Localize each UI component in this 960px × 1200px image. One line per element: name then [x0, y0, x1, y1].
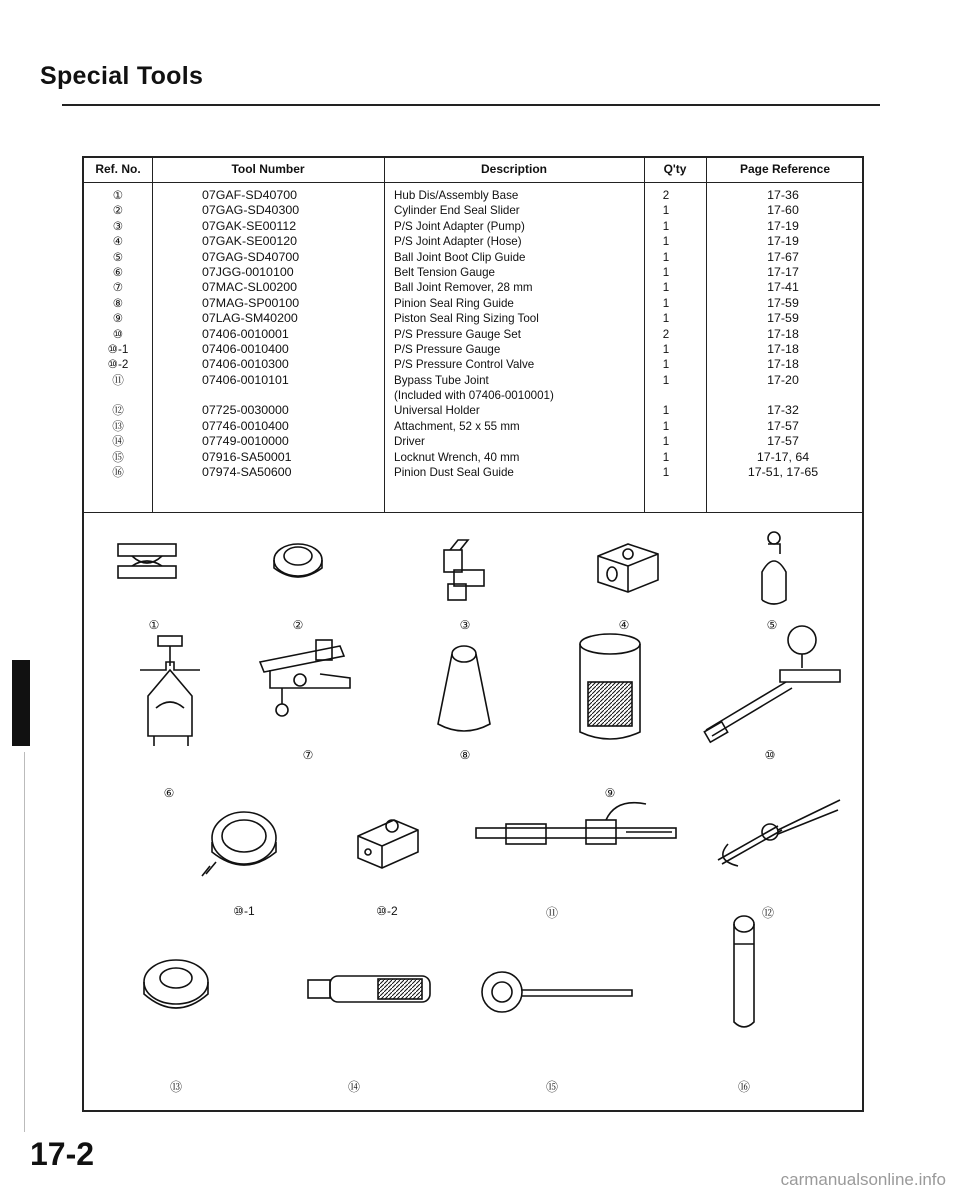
title-rule [62, 104, 880, 106]
table-cell-tool: 07GAK-SE00120 [202, 234, 298, 249]
table-cell-page: 17-32 [767, 403, 799, 418]
table-cell-tool: 07GAF-SD40700 [202, 188, 298, 202]
table-cell-tool: 07406-0010300 [202, 357, 289, 372]
table-cell-tool: 07974-SA50600 [202, 465, 292, 480]
illustration-label: ⑨ [604, 786, 616, 800]
table-cell-tool: 07JGG-0010100 [202, 264, 294, 279]
page-number: 17-2 [30, 1136, 95, 1172]
table-cell-page: 17-59 [767, 295, 799, 310]
table-cell-tool: 07749-0010000 [202, 434, 289, 449]
table-cell-ref: ⑪ [112, 373, 124, 387]
illustration-label: ⑬ [169, 1080, 182, 1094]
table-cell-page: 17-41 [767, 280, 799, 295]
table-cell-qty: 1 [662, 219, 670, 233]
table-cell-page: 17-67 [767, 249, 799, 264]
table-cell-ref: ① [112, 189, 124, 202]
watermark: carmanualsonline.info [780, 1170, 946, 1189]
table-cell-tool: 07406-0010101 [202, 372, 289, 387]
table-cell-ref: ⑭ [112, 435, 124, 449]
illustration-label: ① [148, 618, 160, 632]
section-tab-marker [12, 660, 30, 746]
table-cell-qty: 1 [662, 265, 670, 279]
table-cell-ref: ⑫ [112, 404, 124, 418]
illustrations-svg [84, 514, 862, 1110]
table-cell-desc: Attachment, 52 x 55 mm [394, 419, 520, 433]
header-ref-no: Ref. No. [95, 162, 141, 176]
table-cell-ref: ⑩-2 [107, 358, 129, 372]
table-cell-desc: P/S Joint Adapter (Hose) [394, 235, 522, 249]
table-cell-desc: P/S Pressure Gauge [394, 342, 501, 356]
illustration-label: ⑧ [459, 748, 471, 762]
attachment-icon [144, 960, 208, 1008]
table-cell-tool: 07GAG-SD40700 [202, 249, 300, 264]
table-cell-desc: Ball Joint Boot Clip Guide [394, 250, 526, 264]
table-cell-page: 17-19 [767, 218, 799, 233]
table-cell-page: 17-57 [767, 418, 799, 433]
illustration-label: ⑤ [766, 618, 778, 632]
table-cell-ref: ③ [112, 219, 124, 233]
joint-adapter-hose-icon [598, 544, 658, 592]
table-cell-qty: 1 [662, 450, 670, 464]
table-cell-qty: 1 [662, 466, 670, 480]
table-cell-qty: 1 [662, 250, 670, 264]
table-cell-desc: Locknut Wrench, 40 mm [394, 450, 520, 464]
table-cell-qty [644, 388, 688, 403]
table-cell-tool: 07GAG-SD40300 [202, 203, 300, 218]
table-cell-desc: (Included with 07406-0010001) [394, 389, 554, 403]
table-cell-ref: ⑥ [112, 265, 124, 279]
table-cell-qty: 1 [662, 358, 670, 372]
table-cell-ref: ⑧ [112, 296, 124, 310]
universal-holder-icon [718, 800, 840, 866]
pressure-gauge-set-icon [704, 626, 840, 742]
table-cell-desc: P/S Pressure Control Valve [394, 358, 535, 372]
bypass-tube-joint-icon [476, 803, 676, 844]
table-cell-ref: ⑦ [112, 281, 124, 295]
table-cell-ref: ⑬ [112, 419, 124, 433]
table-cell-desc: Hub Dis/Assembly Base [394, 189, 519, 202]
page-reference-column [706, 188, 860, 480]
table-cell-tool: 07GAK-SE00112 [202, 218, 297, 233]
table-cell-page: 17-18 [767, 326, 799, 341]
table-cell-page: 17-36 [767, 188, 799, 202]
header-qty: Q'ty [663, 162, 687, 176]
table-cell-qty: 1 [662, 419, 670, 433]
table-cell-page: 17-18 [767, 341, 799, 356]
table-cell-desc: Cylinder End Seal Slider [394, 204, 520, 218]
table-cell-page [706, 388, 860, 403]
table-cell-page: 17-57 [767, 434, 799, 449]
table-cell-desc: Pinion Seal Ring Guide [394, 296, 514, 310]
header-description: Description [480, 162, 547, 176]
table-cell-qty: 1 [662, 404, 670, 418]
table-cell-desc: P/S Pressure Gauge Set [394, 327, 521, 341]
table-cell-desc: Pinion Dust Seal Guide [394, 466, 514, 480]
sizing-tool-icon [580, 634, 640, 739]
table-cell-qty: 2 [662, 189, 670, 202]
table-cell-desc: Driver [394, 435, 425, 449]
hub-base-plates-icon [118, 544, 176, 578]
header-page-reference: Page Reference [739, 162, 831, 176]
table-cell-ref [84, 388, 152, 403]
illustration-label: ⑪ [545, 906, 558, 920]
joint-adapter-pump-icon [444, 540, 484, 600]
description-column [394, 188, 642, 480]
qty-column [644, 188, 688, 480]
col-divider [384, 158, 385, 512]
locknut-wrench-icon [482, 972, 632, 1012]
table-cell-qty: 1 [662, 312, 670, 326]
illustration-label: ⑫ [761, 906, 774, 920]
table-cell-desc: Belt Tension Gauge [394, 265, 495, 279]
table-cell-qty: 1 [662, 281, 670, 295]
control-valve-icon [358, 820, 418, 868]
illustration-label: ③ [459, 618, 471, 632]
illustration-label: ⑮ [545, 1080, 558, 1094]
table-cell-tool: 07746-0010400 [202, 418, 289, 433]
table-cell-tool: 07406-0010400 [202, 341, 289, 356]
belt-tension-gauge-icon [140, 636, 200, 746]
table-cell-page: 17-19 [767, 234, 799, 249]
driver-icon [308, 976, 430, 1002]
table-cell-page: 17-18 [767, 357, 799, 372]
illustration-label: ⑯ [737, 1080, 750, 1094]
table-cell-desc: Universal Holder [394, 404, 480, 418]
boot-clip-guide-icon [762, 532, 786, 604]
table-cell-page: 17-59 [767, 311, 799, 326]
pressure-gauge-icon [202, 812, 276, 876]
page-title: Special Tools [40, 62, 204, 90]
table-cell-qty: 1 [662, 373, 670, 387]
table-bottom-divider [84, 512, 862, 513]
table-cell-desc: Bypass Tube Joint [394, 373, 489, 387]
table-cell-ref: ⑩-1 [107, 342, 129, 356]
header-tool-number: Tool Number [231, 162, 305, 176]
illustration-label: ⑩-2 [376, 904, 398, 918]
table-cell-desc: Ball Joint Remover, 28 mm [394, 281, 533, 295]
table-cell-qty: 1 [662, 342, 670, 356]
table-cell-ref: ⑮ [112, 450, 124, 464]
table-cell-ref: ② [112, 204, 124, 218]
ref-column [84, 188, 152, 480]
special-tools-panel [82, 156, 864, 1112]
table-cell-ref: ⑩ [112, 327, 124, 341]
table-cell-desc: P/S Joint Adapter (Pump) [394, 219, 525, 233]
illustration-label: ② [292, 618, 304, 632]
table-cell-ref: ④ [112, 235, 124, 249]
table-cell-ref: ⑨ [112, 312, 124, 326]
dust-seal-guide-icon [734, 916, 754, 1027]
table-cell-desc: Piston Seal Ring Sizing Tool [394, 312, 539, 326]
table-cell-tool [202, 388, 382, 403]
illustration-label: ⑥ [163, 786, 175, 800]
table-cell-qty: 1 [662, 296, 670, 310]
margin-line [24, 752, 25, 1132]
seal-ring-guide-icon [438, 646, 490, 731]
col-divider [152, 158, 153, 512]
table-cell-page: 17-17, 64 [756, 449, 810, 464]
table-cell-tool: 07LAG-SM40200 [202, 311, 298, 326]
illustration-label: ⑩-1 [233, 904, 255, 918]
illustration-label: ⑭ [347, 1080, 360, 1094]
table-cell-page: 17-17 [767, 264, 799, 279]
table-cell-tool: 07725-0030000 [202, 403, 289, 418]
table-cell-tool: 07MAG-SP00100 [202, 295, 300, 310]
seal-slider-icon [274, 544, 322, 577]
table-cell-qty: 1 [662, 235, 670, 249]
table-cell-ref: ⑤ [112, 250, 124, 264]
table-cell-page: 17-60 [767, 203, 799, 218]
header-divider [84, 182, 862, 183]
table-cell-qty: 1 [662, 204, 670, 218]
table-cell-page: 17-51, 17-65 [747, 465, 819, 480]
table-cell-tool: 07916-SA50001 [202, 449, 292, 464]
tool-number-column [202, 188, 382, 480]
illustration-label: ④ [618, 618, 630, 632]
table-cell-qty: 1 [662, 435, 670, 449]
table-cell-tool: 07406-0010001 [202, 326, 289, 341]
table-cell-ref: ⑯ [112, 466, 124, 480]
table-cell-page: 17-20 [767, 372, 799, 387]
ball-joint-remover-icon [260, 640, 350, 716]
table-cell-tool: 07MAC-SL00200 [202, 280, 298, 295]
illustration-label: ⑦ [302, 748, 314, 762]
illustration-label: ⑩ [764, 748, 776, 762]
table-cell-qty: 2 [662, 327, 670, 341]
tool-illustrations [84, 514, 862, 1110]
